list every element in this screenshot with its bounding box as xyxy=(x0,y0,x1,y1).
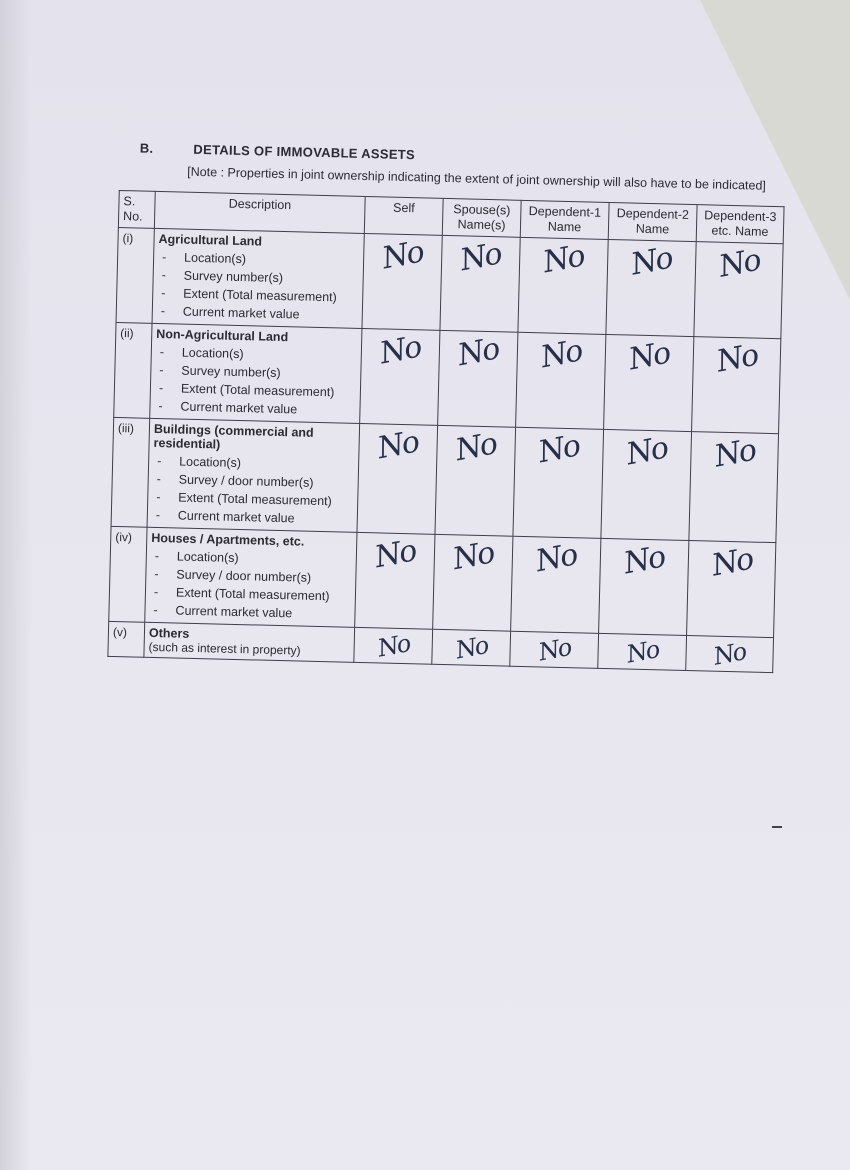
row-subtext: (such as interest in property) xyxy=(148,639,301,658)
row-sno: (ii) xyxy=(114,322,152,418)
answer-dependent-2: No xyxy=(601,429,692,540)
answer-dependent-3: No xyxy=(692,337,781,434)
header-sno: S. No. xyxy=(118,190,155,228)
row-item: - Survey / door number(s) xyxy=(150,565,351,588)
header-dependent-1: Dependent-1 Name xyxy=(520,200,609,239)
answer-dependent-3: No xyxy=(686,635,774,672)
row-item: - Extent (Total measurement) xyxy=(150,583,351,606)
row-item: - Location(s) xyxy=(156,343,357,366)
row-sno: (v) xyxy=(108,621,145,657)
row-sno: (iii) xyxy=(111,417,150,527)
document-content xyxy=(107,140,799,673)
stray-pen-mark xyxy=(772,826,782,828)
answer-dependent-2: No xyxy=(598,633,687,670)
row-sno: (iv) xyxy=(109,526,147,622)
table-row xyxy=(116,227,783,338)
answer-self: No xyxy=(354,627,433,664)
answer-dependent-3: No xyxy=(694,242,783,339)
answer-dependent-3: No xyxy=(687,541,776,638)
immovable-assets-table xyxy=(107,190,784,673)
answer-self: No xyxy=(357,423,438,534)
table-row xyxy=(111,417,778,542)
answer-dependent-3: No xyxy=(689,432,779,543)
header-dependent-2: Dependent-2 Name xyxy=(608,202,697,241)
answer-spouse: No xyxy=(438,330,518,427)
answer-spouse: No xyxy=(440,235,520,332)
section-note: [Note : Properties in joint ownership indicating the extent of joint ownership will also have to be indicated] xyxy=(187,164,767,193)
answer-spouse: No xyxy=(433,534,513,631)
row-item: - Current market value xyxy=(149,601,350,624)
row-category: Others xyxy=(148,625,190,641)
row-description xyxy=(147,418,360,532)
row-item: - Current market value xyxy=(152,506,353,529)
header-dependent-3: Dependent-3 etc. Name xyxy=(696,205,784,244)
row-category: Agricultural Land xyxy=(158,231,263,249)
row-item: - Survey number(s) xyxy=(155,361,356,384)
answer-self: No xyxy=(362,233,442,330)
table-row xyxy=(109,526,776,637)
row-description xyxy=(152,228,364,328)
row-item: - Survey / door number(s) xyxy=(153,470,354,493)
header-spouse: Spouse(s) Name(s) xyxy=(442,198,521,237)
answer-dependent-2: No xyxy=(599,538,689,635)
row-category: Houses / Apartments, etc. xyxy=(151,530,305,549)
section-label: B. xyxy=(139,140,154,156)
row-item: - Survey number(s) xyxy=(157,266,358,289)
row-item: - Current market value xyxy=(157,302,358,325)
row-description xyxy=(150,323,362,423)
header-description: Description xyxy=(154,191,365,233)
answer-dependent-2: No xyxy=(604,334,694,431)
table-row xyxy=(114,322,781,433)
answer-self: No xyxy=(355,532,435,629)
row-item: - Location(s) xyxy=(158,248,359,271)
answer-dependent-1: No xyxy=(513,427,604,538)
row-category: Buildings (commercial and residential) xyxy=(153,421,314,452)
answer-self: No xyxy=(360,328,440,425)
row-category: Non-Agricultural Land xyxy=(156,326,289,345)
row-description xyxy=(145,527,357,627)
answer-dependent-1: No xyxy=(511,536,601,633)
row-item: - Location(s) xyxy=(153,452,354,475)
row-item: - Extent (Total measurement) xyxy=(157,284,358,307)
row-description xyxy=(144,622,355,662)
row-item: - Location(s) xyxy=(151,547,352,570)
section-title: DETAILS OF IMMOVABLE ASSETS xyxy=(193,141,416,163)
answer-dependent-1: No xyxy=(516,332,606,429)
answer-dependent-1: No xyxy=(510,631,599,668)
paper-edge-shadow xyxy=(0,0,32,1170)
row-item: - Extent (Total measurement) xyxy=(155,379,356,402)
row-sno: (i) xyxy=(116,227,154,323)
answer-dependent-2: No xyxy=(606,239,696,336)
answer-dependent-1: No xyxy=(518,237,608,334)
answer-spouse: No xyxy=(435,425,516,536)
header-self: Self xyxy=(364,197,443,236)
row-item: - Extent (Total measurement) xyxy=(152,488,353,511)
row-item: - Current market value xyxy=(154,397,355,420)
answer-spouse: No xyxy=(432,629,511,666)
